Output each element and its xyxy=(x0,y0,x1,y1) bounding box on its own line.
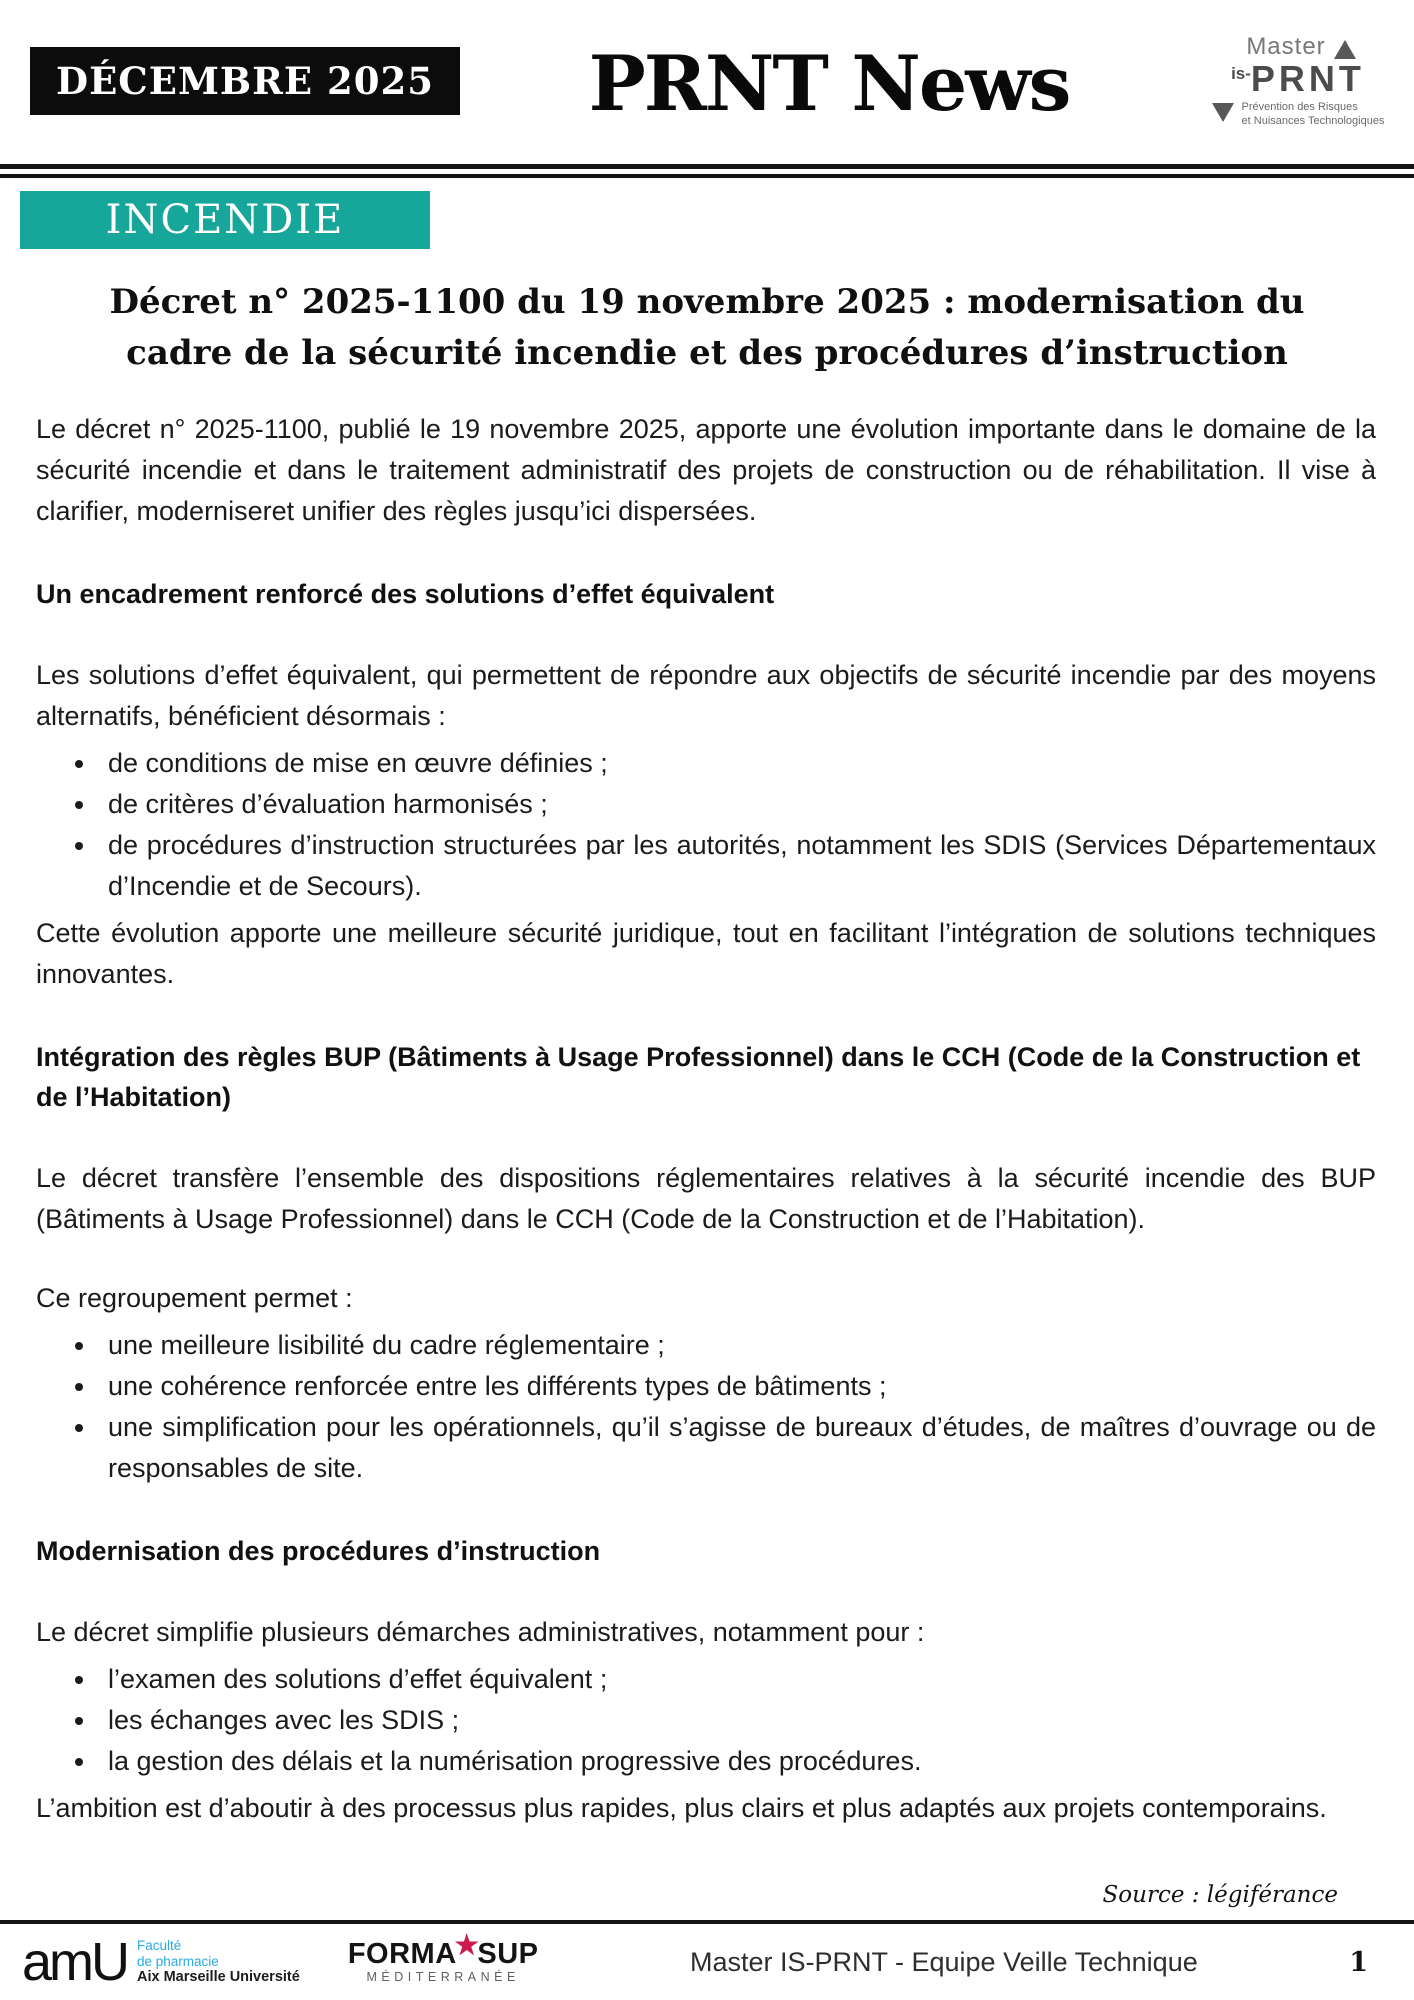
bullet-list xyxy=(36,743,1376,907)
issue-date-badge: DÉCEMBRE 2025 xyxy=(30,47,460,115)
formasup-subtitle: MÉDITERRANÉE xyxy=(366,1970,520,1984)
footer-team-label: Master IS-PRNT - Equipe Veille Technique xyxy=(689,1946,1198,1977)
bullet-item: • de critères d’évaluation harmonisés ; xyxy=(98,784,1376,825)
amu-logo xyxy=(22,1931,300,1992)
category-banner: INCENDIE xyxy=(20,191,430,249)
master-isprnt-logo xyxy=(1198,33,1398,129)
page-header xyxy=(0,0,1414,152)
formasup-name-right: SUP xyxy=(477,1938,539,1970)
body-paragraph: Le décret n° 2025-1100, publié le 19 novembre 2025, apporte une évolution importante dans le domaine de la sécurité incendie et dans le traitement administratif des projets de construction ou de réhabilitation. Il vise à clarifier, moderniseret unifier des règles jusqu’ici dispersées. xyxy=(36,414,1376,527)
bullet-item: • une cohérence renforcée entre les différents types de bâtiments ; xyxy=(98,1366,1376,1407)
header-divider xyxy=(0,164,1414,178)
amu-logo-text: amU xyxy=(22,1931,128,1992)
logo-main-row xyxy=(1198,58,1398,100)
masthead-title: PRNT News xyxy=(588,39,1070,128)
amu-faculty-line1: Faculté xyxy=(137,1938,182,1954)
logo-top-row xyxy=(1204,35,1398,59)
formasup-name xyxy=(347,1930,539,1970)
logo-tagline-line1: Prévention des Risques xyxy=(1241,101,1358,114)
triangle-down-icon xyxy=(1212,103,1234,122)
bullet-item: • l’examen des solutions d’effet équivalent ; xyxy=(98,1659,1376,1700)
body-paragraph: Le décret transfère l’ensemble des dispositions réglementaires relatives à la sécurité incendie des BUP (Bâtiments à Usage Professionnel) dans le CCH (Code de la Construction et de l’Habitation). xyxy=(36,1162,1376,1234)
amu-logo-caption xyxy=(137,1938,300,1986)
body-paragraph: Cette évolution apporte une meilleure sécurité juridique, tout en facilitant l’intégration de solutions techniques innovantes. xyxy=(36,917,1376,989)
logo-prnt-text: PRNT xyxy=(1250,58,1365,100)
logo-master-text: Master xyxy=(1246,33,1326,61)
page-footer xyxy=(0,1920,1414,2000)
logo-tagline-line2: et Nuisances Technologiques xyxy=(1241,115,1385,127)
formasup-logo xyxy=(347,1930,539,1984)
section-heading: Un encadrement renforcé des solutions d’effet équivalent xyxy=(36,579,775,610)
article-title: Décret n° 2025-1100 du 19 novembre 2025 : modernisation du cadre de la sécurité incendie et des procédures d’instruction xyxy=(109,282,1305,373)
bullet-list xyxy=(36,1659,1376,1782)
source-note: Source : légiférance xyxy=(1102,1882,1338,1908)
bullet-item: • la gestion des délais et la numérisation progressive des procédures. xyxy=(98,1741,1376,1782)
bullet-item: • une meilleure lisibilité du cadre réglementaire ; xyxy=(98,1325,1376,1366)
bullet-item: • de conditions de mise en œuvre définies ; xyxy=(98,743,1376,784)
bullet-item: • de procédures d’instruction structurées par les autorités, notamment les SDIS (Services Départementaux d’Incendie et de Secours). xyxy=(98,825,1376,907)
formasup-name-left: FORMA xyxy=(347,1938,457,1970)
section-heading: Modernisation des procédures d’instruction xyxy=(36,1536,601,1567)
body-paragraph: L’ambition est d’aboutir à des processus plus rapides, plus clairs et plus adaptés aux projets contemporains. xyxy=(36,1792,1327,1823)
triangle-up-icon xyxy=(1334,40,1356,59)
page-number: 1 xyxy=(1349,1946,1368,1978)
body-paragraph: Le décret simplifie plusieurs démarches administratives, notamment pour : xyxy=(36,1616,925,1647)
logo-bottom-row xyxy=(1198,101,1398,129)
bullet-item: • une simplification pour les opérationnels, qu’il s’agisse de bureaux d’études, de maîtres d’ouvrage ou de responsables de site. xyxy=(98,1407,1376,1489)
star-icon: ★ xyxy=(454,1930,480,1960)
amu-university-line: Aix Marseille Université xyxy=(137,1969,300,1986)
bullet-list xyxy=(36,1325,1376,1489)
bullet-item: • les échanges avec les SDIS ; xyxy=(98,1700,1376,1741)
section-heading: Intégration des règles BUP (Bâtiments à Usage Professionnel) dans le CCH (Code de la Construction et de l’Habitation) xyxy=(36,1041,1361,1113)
logo-tagline xyxy=(1242,101,1385,129)
article-body xyxy=(36,409,1376,1829)
logo-is-text: is- xyxy=(1231,64,1251,84)
amu-faculty-line2: de pharmacie xyxy=(137,1953,219,1969)
body-paragraph: Ce regroupement permet : xyxy=(36,1282,353,1313)
body-paragraph: Les solutions d’effet équivalent, qui permettent de répondre aux objectifs de sécurité incendie par des moyens alternatifs, bénéficient désormais : xyxy=(36,659,1376,731)
